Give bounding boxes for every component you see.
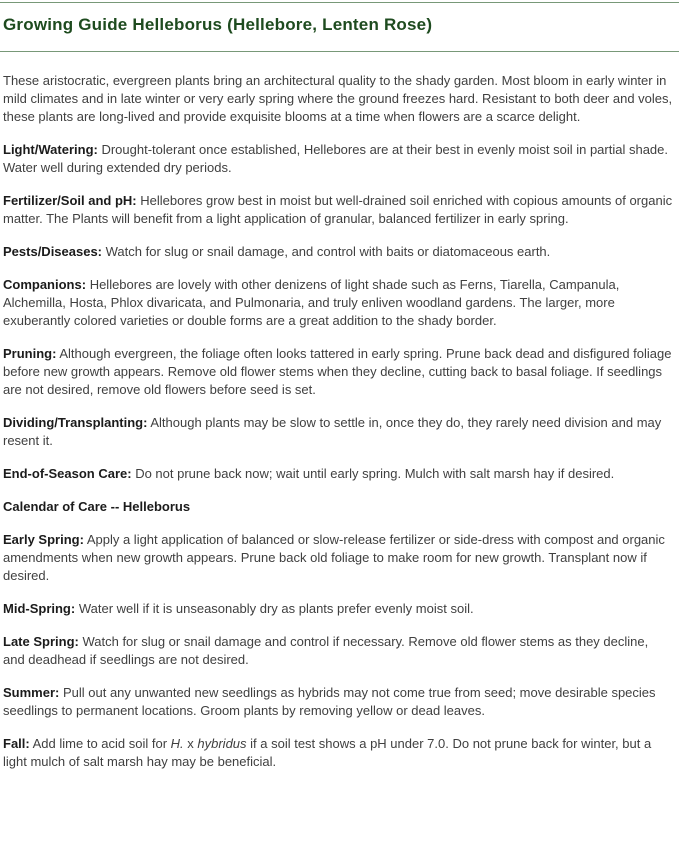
section-text-companions: Hellebores are lovely with other denizens of light shade such as Ferns, Tiarella, Campanula, Alchemilla, Hosta, Phlox divaricata, and Pulmonaria, and truly enliven woodland gardens. The larger, more exuberantly colored varieties or double forms are a great addition to the shady border. [3, 277, 620, 328]
section-label-companions: Companions: [3, 277, 87, 292]
calendar-summer [3, 684, 673, 720]
calendar-text-late-spring: Watch for slug or snail damage and control if necessary. Remove old flower stems as they decline, and deadhead if seedlings are not desired. [3, 634, 649, 667]
section-text-dividing-transplanting: Although plants may be slow to settle in, once they do, they rarely need division and may resent it. [3, 415, 662, 448]
intro-paragraph: These aristocratic, evergreen plants bring an architectural quality to the shady garden. Most bloom in early winter in mild climates and in late winter or very early spring where the ground freezes hard. Resistant to both deer and voles, these plants are long-lived and provide exquisite blooms at a time when flowers are a scarce delight. [3, 73, 673, 124]
calendar-early-spring [3, 531, 673, 585]
calendar-text-mid-spring: Water well if it is unseasonably dry as plants prefer evenly moist soil. [78, 601, 474, 616]
section-label-dividing-transplanting: Dividing/Transplanting: [3, 415, 148, 430]
top-divider [0, 2, 679, 3]
section-text-light-watering: Drought-tolerant once established, Hellebores are at their best in evenly moist soil in partial shade. Water well during extended dry periods. [3, 142, 668, 175]
section-label-light-watering: Light/Watering: [3, 142, 98, 157]
calendar-mid-spring [3, 600, 673, 618]
section-text-pests-diseases: Watch for slug or snail damage, and control with baits or diatomaceous earth. [105, 244, 551, 259]
page-title: Growing Guide Helleborus (Hellebore, Lenten Rose) [3, 15, 433, 34]
section-fertilizer-soil-ph [3, 192, 673, 228]
calendar-fall [3, 735, 673, 771]
section-text-fertilizer-soil-ph: Hellebores grow best in moist but well-drained soil enriched with copious amounts of organic matter. The Plants will benefit from a light application of granular, balanced fertilizer in early spring. [3, 193, 673, 226]
calendar-heading: Calendar of Care -- Helleborus [3, 499, 191, 514]
section-label-pruning: Pruning: [3, 346, 57, 361]
section-text-pruning: Although evergreen, the foliage often looks tattered in early spring. Prune back dead and disfigured foliage before new growth appears. Remove old flower stems when they decline, cutting back to basal foliage. If seedlings are not desired, remove old flowers before seed is set. [3, 346, 672, 397]
calendar-label-early-spring: Early Spring: [3, 532, 84, 547]
calendar-text-summer: Pull out any unwanted new seedlings as hybrids may not come true from seed; move desirable species seedlings to permanent locations. Groom plants by removing yellow or dead leaves. [3, 685, 656, 718]
section-pests-diseases [3, 243, 673, 261]
section-light-watering [3, 141, 673, 177]
section-pruning [3, 345, 673, 399]
calendar-text-fall: Add lime to acid soil for H. x hybridus if a soil test shows a pH under 7.0. Do not prune back for winter, but a light mulch of salt marsh hay may be beneficial. [3, 736, 652, 769]
section-label-pests-diseases: Pests/Diseases: [3, 244, 103, 259]
section-end-of-season-care [3, 465, 673, 483]
section-dividing-transplanting [3, 414, 673, 450]
calendar-label-summer: Summer: [3, 685, 60, 700]
section-text-end-of-season-care: Do not prune back now; wait until early spring. Mulch with salt marsh hay if desired. [135, 466, 615, 481]
calendar-label-mid-spring: Mid-Spring: [3, 601, 76, 616]
calendar-text-early-spring: Apply a light application of balanced or slow-release fertilizer or side-dress with compost and organic amendments when new growth appears. Prune back old foliage to make room for new growth. Transplant now if desired. [3, 532, 665, 583]
calendar-late-spring [3, 633, 673, 669]
guide-content [0, 52, 679, 771]
section-companions [3, 276, 673, 330]
calendar-label-fall: Fall: [3, 736, 30, 751]
calendar-label-late-spring: Late Spring: [3, 634, 79, 649]
section-label-fertilizer-soil-ph: Fertilizer/Soil and pH: [3, 193, 137, 208]
section-label-end-of-season-care: End-of-Season Care: [3, 466, 132, 481]
